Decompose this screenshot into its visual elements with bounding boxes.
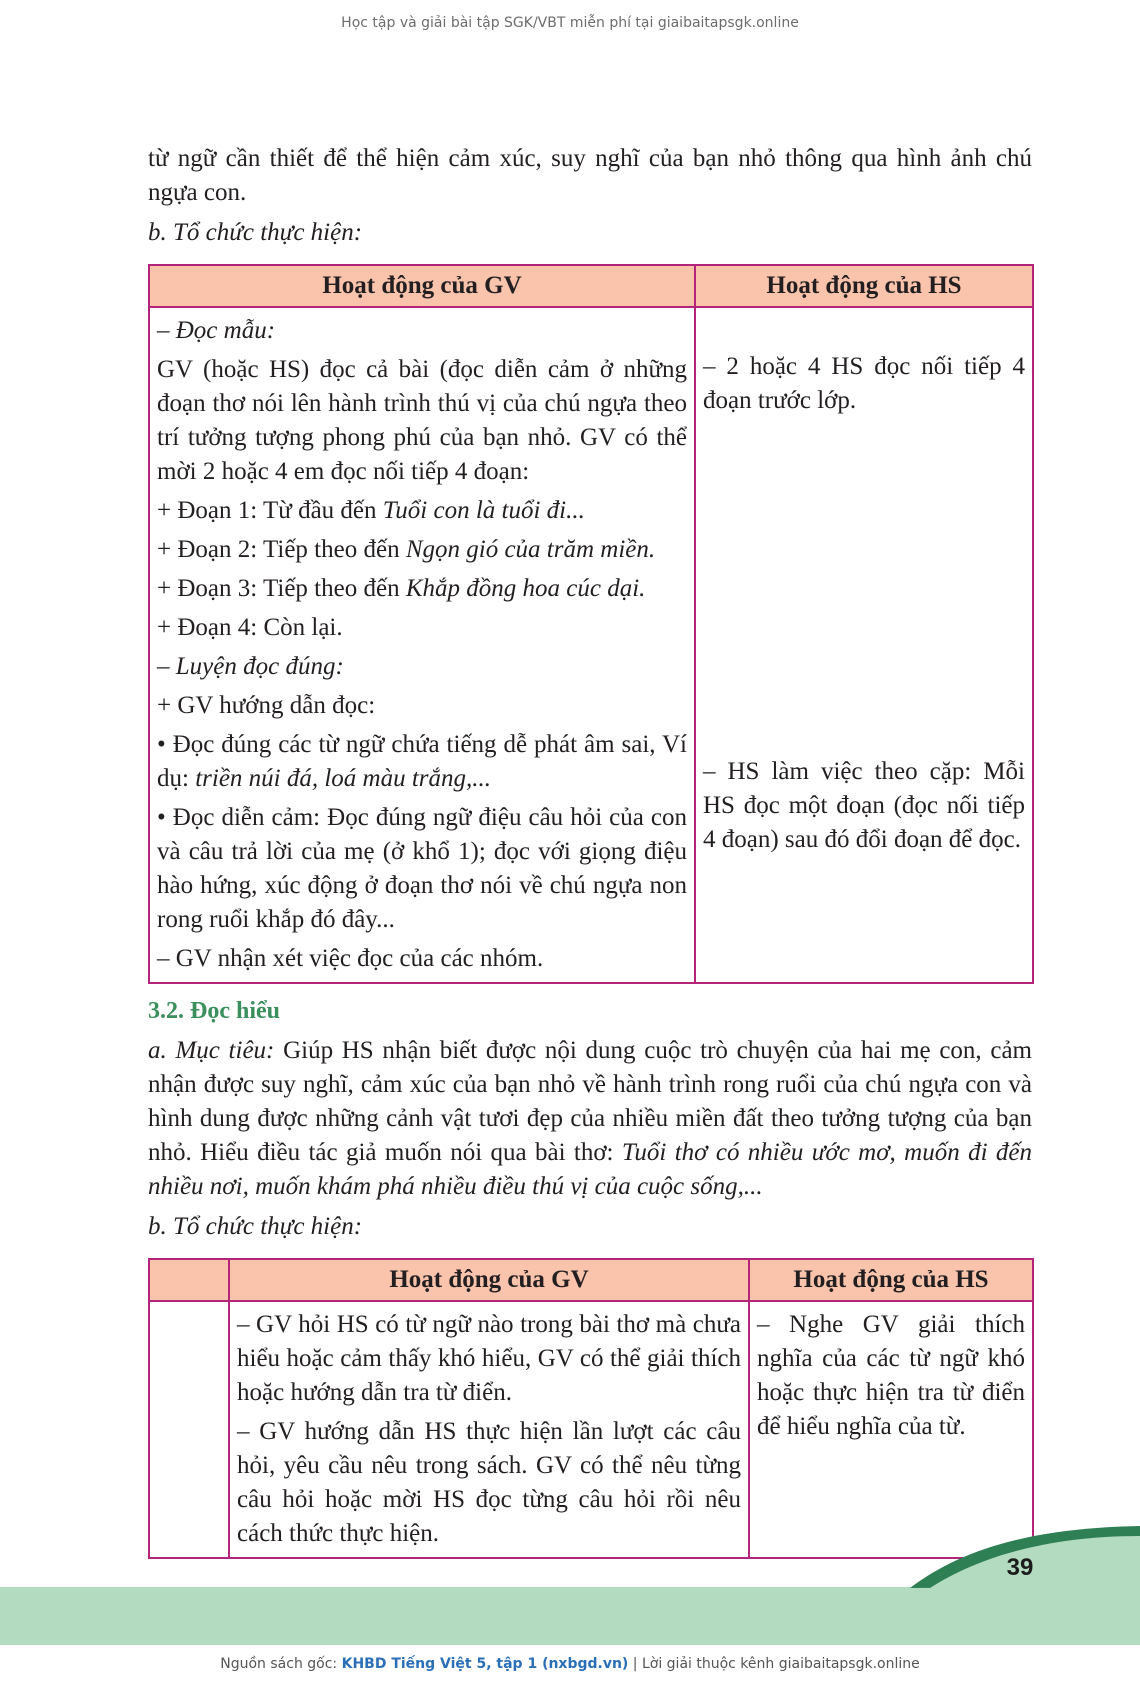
muc-tieu-italic: Tuổi thơ có nhiều ước mơ, muốn đi đến nhiều nơi, muốn khám phá nhiều điều thú vị của cuộc sống,... bbox=[148, 1139, 1032, 1200]
hs-activity-1: – Nghe GV giải thích nghĩa của các từ ngữ khó hoặc thực hiện tra từ điển để hiểu nghĩa của từ. bbox=[757, 1311, 1025, 1440]
column-header-empty bbox=[149, 1259, 229, 1301]
doan-2-line bbox=[157, 533, 687, 567]
activity-table-1 bbox=[148, 264, 1034, 984]
muc-tieu-text: Giúp HS nhận biết được nội dung cuộc trò chuyện của hai mẹ con, cảm nhận được suy nghĩ, cảm xúc của bạn nhỏ về hành trình rong ruổi của chú ngựa con và hình dung được những cảnh vật tươi đẹp của nhiều miền đất theo tưởng tượng của bạn nhỏ. Hiểu điều tác giả muốn nói qua bài thơ: bbox=[148, 1037, 1032, 1166]
column-header-hs: Hoạt động của HS bbox=[695, 265, 1033, 307]
header-banner: Học tập và giải bài tập SGK/VBT miễn phí tại giaibaitapsgk.online bbox=[341, 15, 799, 31]
doan-3-italic: Khắp đồng hoa cúc dại. bbox=[405, 575, 646, 602]
section2-org-label: b. Tổ chức thực hiện: bbox=[148, 1213, 363, 1240]
hs-spacer bbox=[703, 314, 1025, 350]
gv-activity-cell bbox=[149, 307, 695, 983]
source-book-link[interactable]: KHBD Tiếng Việt 5, tập 1 (nxbgd.vn) bbox=[341, 1656, 629, 1672]
source-suffix: | Lời giải thuộc kênh giaibaitapsgk.online bbox=[628, 1656, 920, 1672]
muc-tieu-label: a. Mục tiêu: bbox=[148, 1037, 275, 1064]
hs-activity-1: – 2 hoặc 4 HS đọc nối tiếp 4 đoạn trước lớp. bbox=[703, 353, 1025, 414]
luyen-doc-label: – Luyện đọc đúng: bbox=[157, 653, 344, 680]
muc-tieu-paragraph bbox=[148, 1034, 1032, 1204]
source-prefix: Nguồn sách gốc: bbox=[220, 1656, 342, 1672]
huong-dan-line: + GV hướng dẫn đọc: bbox=[157, 692, 376, 719]
column-header-hs: Hoạt động của HS bbox=[749, 1259, 1033, 1301]
doc-mau-label: – Đọc mẫu: bbox=[157, 317, 276, 344]
intro-paragraph: từ ngữ cần thiết để thể hiện cảm xúc, suy nghĩ của bạn nhỏ thông qua hình ảnh chú ngựa con. bbox=[148, 145, 1032, 206]
column-header-gv: Hoạt động của GV bbox=[229, 1259, 749, 1301]
gv-activity-cell bbox=[229, 1301, 749, 1558]
empty-cell bbox=[149, 1301, 229, 1558]
doan-3-prefix: + Đoạn 3: Tiếp theo đến bbox=[157, 575, 406, 602]
nhan-xet-line: – GV nhận xét việc đọc của các nhóm. bbox=[157, 945, 544, 972]
source-line bbox=[0, 1656, 1140, 1672]
activity-table-2 bbox=[148, 1258, 1034, 1559]
table-header-row bbox=[149, 265, 1033, 307]
hs-activity-2: – HS làm việc theo cặp: Mỗi HS đọc một đoạn (đọc nối tiếp 4 đoạn) sau đó đổi đoạn để đọc. bbox=[703, 758, 1025, 853]
doan-1-prefix: + Đoạn 1: Từ đầu đến bbox=[157, 497, 383, 524]
bullet-doc-dung bbox=[157, 728, 687, 796]
gv-activity-1: – GV hỏi HS có từ ngữ nào trong bài thơ mà chưa hiểu hoặc cảm thấy khó hiểu, GV có thể giải thích hoặc hướng dẫn tra từ điển. bbox=[237, 1311, 741, 1406]
doan-1-line bbox=[157, 494, 687, 528]
table-row bbox=[149, 307, 1033, 983]
page-content bbox=[148, 142, 1032, 1559]
doan-1-italic: Tuổi con là tuổi đi... bbox=[382, 497, 585, 524]
doan-2-prefix: + Đoạn 2: Tiếp theo đến bbox=[157, 536, 406, 563]
doan-2-italic: Ngọn gió của trăm miền. bbox=[405, 536, 656, 563]
footer-band bbox=[0, 1587, 1140, 1645]
section-heading-doc-hieu: 3.2. Đọc hiểu bbox=[148, 998, 280, 1024]
doc-mau-text: GV (hoặc HS) đọc cả bài (đọc diễn cảm ở những đoạn thơ nói lên hành trình thú vị của chú ngựa theo trí tưởng tượng phong phú của bạn nhỏ. GV có thể mời 2 hoặc 4 em đọc nối tiếp 4 đoạn: bbox=[157, 356, 687, 485]
gv-activity-2: – GV hướng dẫn HS thực hiện lần lượt các câu hỏi, yêu cầu nêu trong sách. GV có thể nêu từng câu hỏi hoặc mời HS đọc từng câu hỏi rồi nêu cách thức thực hiện. bbox=[237, 1418, 741, 1547]
section1-org-label: b. Tổ chức thực hiện: bbox=[148, 219, 363, 246]
column-header-gv: Hoạt động của GV bbox=[149, 265, 695, 307]
doan-3-line bbox=[157, 572, 687, 606]
bullet-1-prefix: • Đọc đúng các từ ngữ chứa tiếng dễ phát âm sai, Ví dụ: bbox=[157, 731, 687, 792]
doan-4-line: + Đoạn 4: Còn lại. bbox=[157, 614, 343, 641]
page-number: 39 bbox=[1006, 1554, 1034, 1581]
bullet-1-italic: triền núi đá, loá màu trắng,... bbox=[195, 765, 492, 792]
hs-spacer bbox=[703, 418, 1025, 755]
table-header-row bbox=[149, 1259, 1033, 1301]
hs-activity-cell bbox=[695, 307, 1033, 983]
bullet-doc-dien-cam: • Đọc diễn cảm: Đọc đúng ngữ điệu câu hỏi của con và câu trả lời của mẹ (ở khổ 1); đọc với giọng điệu hào hứng, xúc động ở đoạn thơ nói về chú ngựa non rong ruổi khắp đó đây... bbox=[157, 804, 687, 933]
